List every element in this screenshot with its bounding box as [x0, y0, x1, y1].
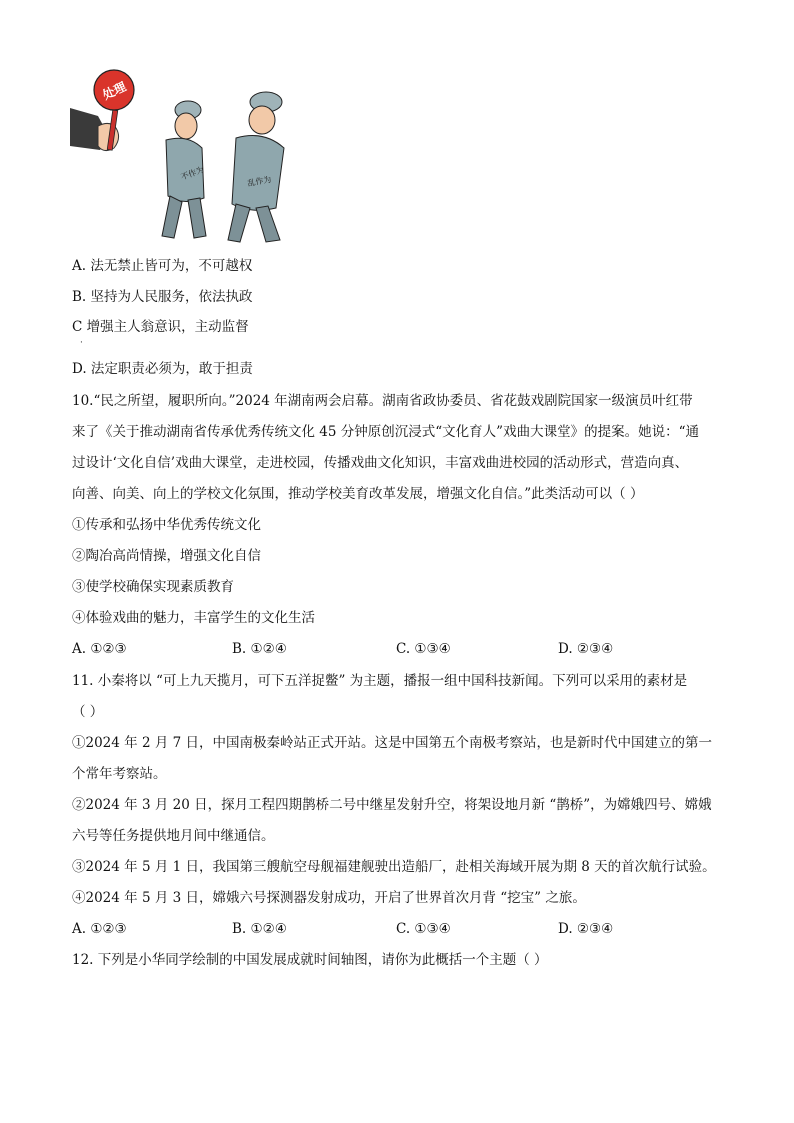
q9-option-b: B. 坚持为人民服务，依法执政 — [72, 289, 253, 305]
q12-stem: 12. 下列是小华同学绘制的中国发展成就时间轴图，请你为此概括一个主题（ ） — [72, 952, 548, 968]
q11-item-1-line-2: 个常年考察站。 — [72, 766, 167, 782]
q9-option-c: C 增强主人翁意识，主动监督 — [72, 319, 249, 335]
sign-text: 处理 — [100, 79, 129, 103]
cartoon-illustration — [70, 68, 306, 246]
q11-stem-line-1: 11. 小秦将以 “可上九天揽月，可下五洋捉鳖” 为主题，播报一组中国科技新闻。下列可以采用的素材是 — [72, 673, 688, 689]
tag-right: 乱作为 — [246, 174, 272, 188]
q11-choice-d: D. ②③④ — [558, 921, 614, 937]
q11-choice-b: B. ①②④ — [232, 921, 287, 937]
q11-choice-c: C. ①③④ — [396, 921, 451, 937]
q11-item-2-line-2: 六号等任务提供地月间中继通信。 — [72, 828, 275, 844]
q9-option-d: D. 法定职责必须为，敢于担责 — [72, 361, 253, 377]
q10-stem-line-1: 10.“民之所望，履职所向。”2024 年湖南两会启幕。湖南省政协委员、省花鼓戏剧院国家一级演员叶红带 — [72, 393, 693, 409]
q10-stem-line-4: 向善、向美、向上的学校文化氛围，推动学校美育改革发展，增强文化自信。”此类活动可以（ ） — [72, 486, 644, 502]
q11-choice-a: A. ①②③ — [72, 921, 127, 937]
q10-item-4: ④体验戏曲的魅力，丰富学生的文化生活 — [72, 610, 315, 626]
tag-left: 不作为 — [179, 165, 206, 182]
q11-item-2-line-1: ②2024 年 3 月 20 日，探月工程四期鹊桥二号中继星发射升空，将架设地月新 “鹊桥”，为嫦娥四号、嫦娥 — [72, 797, 712, 813]
q10-choice-c: C. ①③④ — [396, 641, 451, 657]
figure-right — [228, 92, 284, 242]
q9-option-a: A. 法无禁止皆可为，不可越权 — [72, 258, 253, 274]
q11-item-3: ③2024 年 5 月 1 日，我国第三艘航空母舰福建舰驶出造船厂，赴相关海域开展为期 8 天的首次航行试验。 — [72, 859, 716, 875]
q10-stem-line-3: 过设计‘文化自信’戏曲大课堂，走进校园，传播戏曲文化知识，丰富戏曲进校园的活动形式，营造向真、 — [72, 455, 689, 471]
q10-stem-line-2: 来了《关于推动湖南省传承优秀传统文化 45 分钟原创沉浸式“文化育人”戏曲大课堂》的提案。她说：“通 — [72, 424, 699, 440]
q11-item-1-line-1: ①2024 年 2 月 7 日，中国南极秦岭站正式开站。这是中国第五个南极考察站，也是新时代中国建立的第一 — [72, 735, 712, 751]
q10-choice-d: D. ②③④ — [558, 641, 614, 657]
q11-stem-line-2: （ ） — [72, 704, 104, 720]
q10-choice-a: A. ①②③ — [72, 641, 127, 657]
q10-item-1: ①传承和弘扬中华优秀传统文化 — [72, 517, 261, 533]
q10-choice-b: B. ①②④ — [232, 641, 287, 657]
stray-mark: · — [80, 338, 83, 348]
q10-item-2: ②陶冶高尚情操，增强文化自信 — [72, 548, 261, 564]
q11-item-4: ④2024 年 5 月 3 日，嫦娥六号探测器发射成功，开启了世界首次月背 “挖宝” 之旅。 — [72, 890, 586, 906]
figure-left — [162, 101, 206, 238]
q10-item-3: ③使学校确保实现素质教育 — [72, 579, 234, 595]
